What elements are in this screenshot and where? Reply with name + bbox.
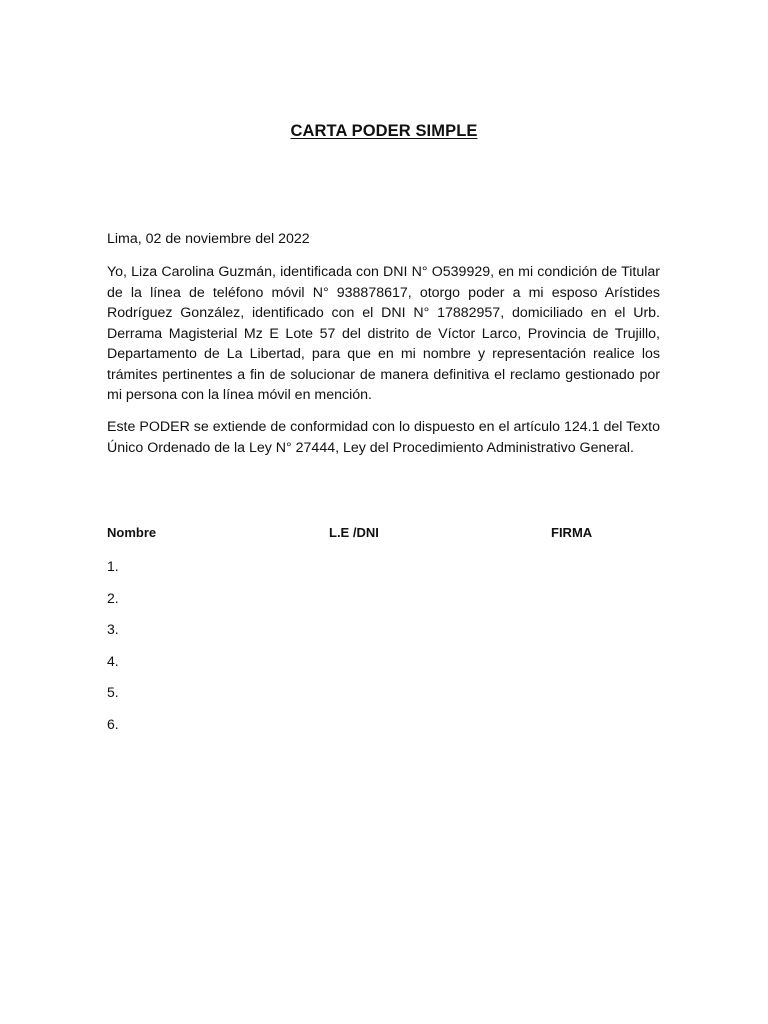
paragraph-authorization: Yo, Liza Carolina Guzmán, identificada con DNI N° O539929, en mi condición de Titular de la línea de teléfono móvil N° 938878617, otorgo poder a mi esposo Arístides Rodríguez González, identificado con el DNI N° 17882957, domiciliado en el Urb. Derrama Magisterial Mz E Lote 57 del distrito de Víctor Larco, Provincia de Trujillo, Departamento de La Libertad, para que en mi nombre y representación realice los trámites pertinentes a fin de solucionar de manera definitiva el reclamo gestionado por mi persona con la línea móvil en mención. [107,264,660,403]
date-line: Lima, 02 de noviembre del 2022 [107,231,310,247]
signature-row: 6. [107,715,119,732]
header-name: Nombre [107,525,157,540]
signature-row: 4. [107,652,119,669]
signature-row: 5. [107,684,119,701]
header-signature: FIRMA [551,525,593,540]
paragraph-legal-basis: Este PODER se extiende de conformidad con lo dispuesto en el artículo 124.1 del Texto Único Ordenado de la Ley N° 27444, Ley del Procedimiento Administrativo General. [107,419,660,456]
signature-row: 3. [107,621,119,638]
header-dni: L.E /DNI [329,525,379,540]
document-title: CARTA PODER SIMPLE [290,122,478,140]
signature-row: 2. [107,589,119,606]
signature-rows [107,556,119,746]
signature-row: 1. [107,558,119,574]
